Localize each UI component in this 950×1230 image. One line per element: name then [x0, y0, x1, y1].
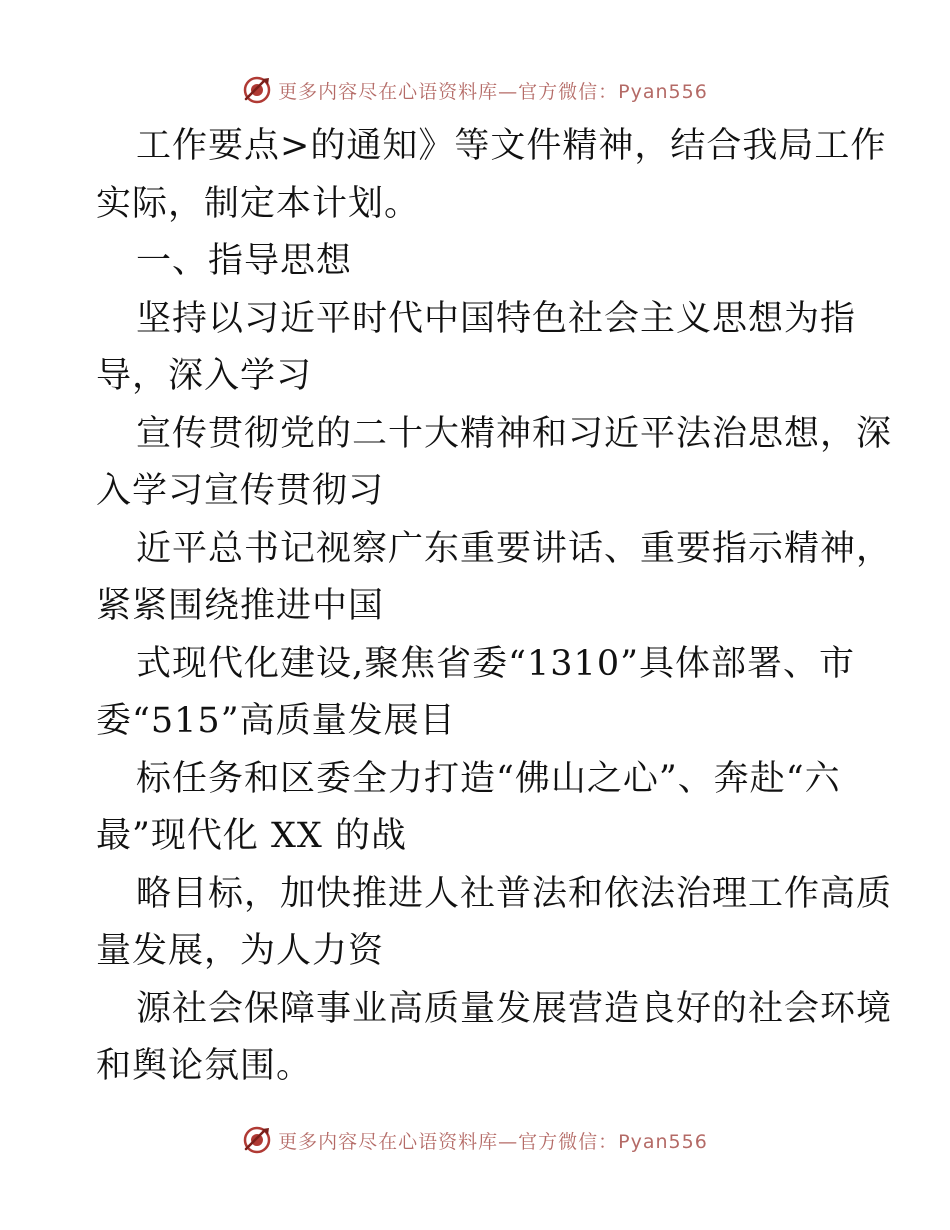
watermark-header	[0, 70, 950, 110]
text-line: 近平总书记视察广东重要讲话、重要指示精神，	[136, 528, 893, 569]
text-line: 坚持以习近平时代中国特色社会主义思想为指	[136, 298, 857, 339]
text-line: 最”现代化 XX 的战	[96, 816, 407, 856]
text-line: 导，深入学习	[96, 356, 313, 396]
text-line: 和舆论氛围。	[96, 1046, 313, 1086]
document-body	[96, 118, 893, 1096]
text-line: 宣传贯彻党的二十大精神和习近平法治思想，深	[136, 413, 893, 454]
text-line: 委“515”高质量发展目	[96, 701, 456, 741]
watermark-footer	[0, 1120, 950, 1160]
watermark-text: 更多内容尽在心语资料库—官方微信：Pyan556	[278, 1130, 708, 1153]
text-line: 略目标，加快推进人社普法和依法治理工作高质	[136, 873, 893, 914]
text-line: 量发展，为人力资	[96, 931, 385, 971]
text-line: 一、指导思想	[136, 241, 353, 281]
text-line: 实际，制定本计划。	[96, 183, 421, 224]
text-line: 紧紧围绕推进中国	[96, 586, 385, 626]
text-line: 标任务和区委全力打造“佛山之心”、奔赴“六	[136, 758, 841, 799]
text-line: 入学习宣传贯彻习	[96, 471, 385, 511]
text-line: 工作要点>的通知》等文件精神，结合我局工作	[136, 126, 887, 166]
text-line: 式现代化建设,聚焦省委“1310”具体部署、市	[136, 643, 855, 684]
text-line: 源社会保障事业高质量发展营造良好的社会环境	[136, 988, 893, 1029]
watermark-text: 更多内容尽在心语资料库—官方微信：Pyan556	[278, 80, 708, 103]
logo-icon	[242, 75, 272, 105]
logo-icon	[242, 1125, 272, 1155]
